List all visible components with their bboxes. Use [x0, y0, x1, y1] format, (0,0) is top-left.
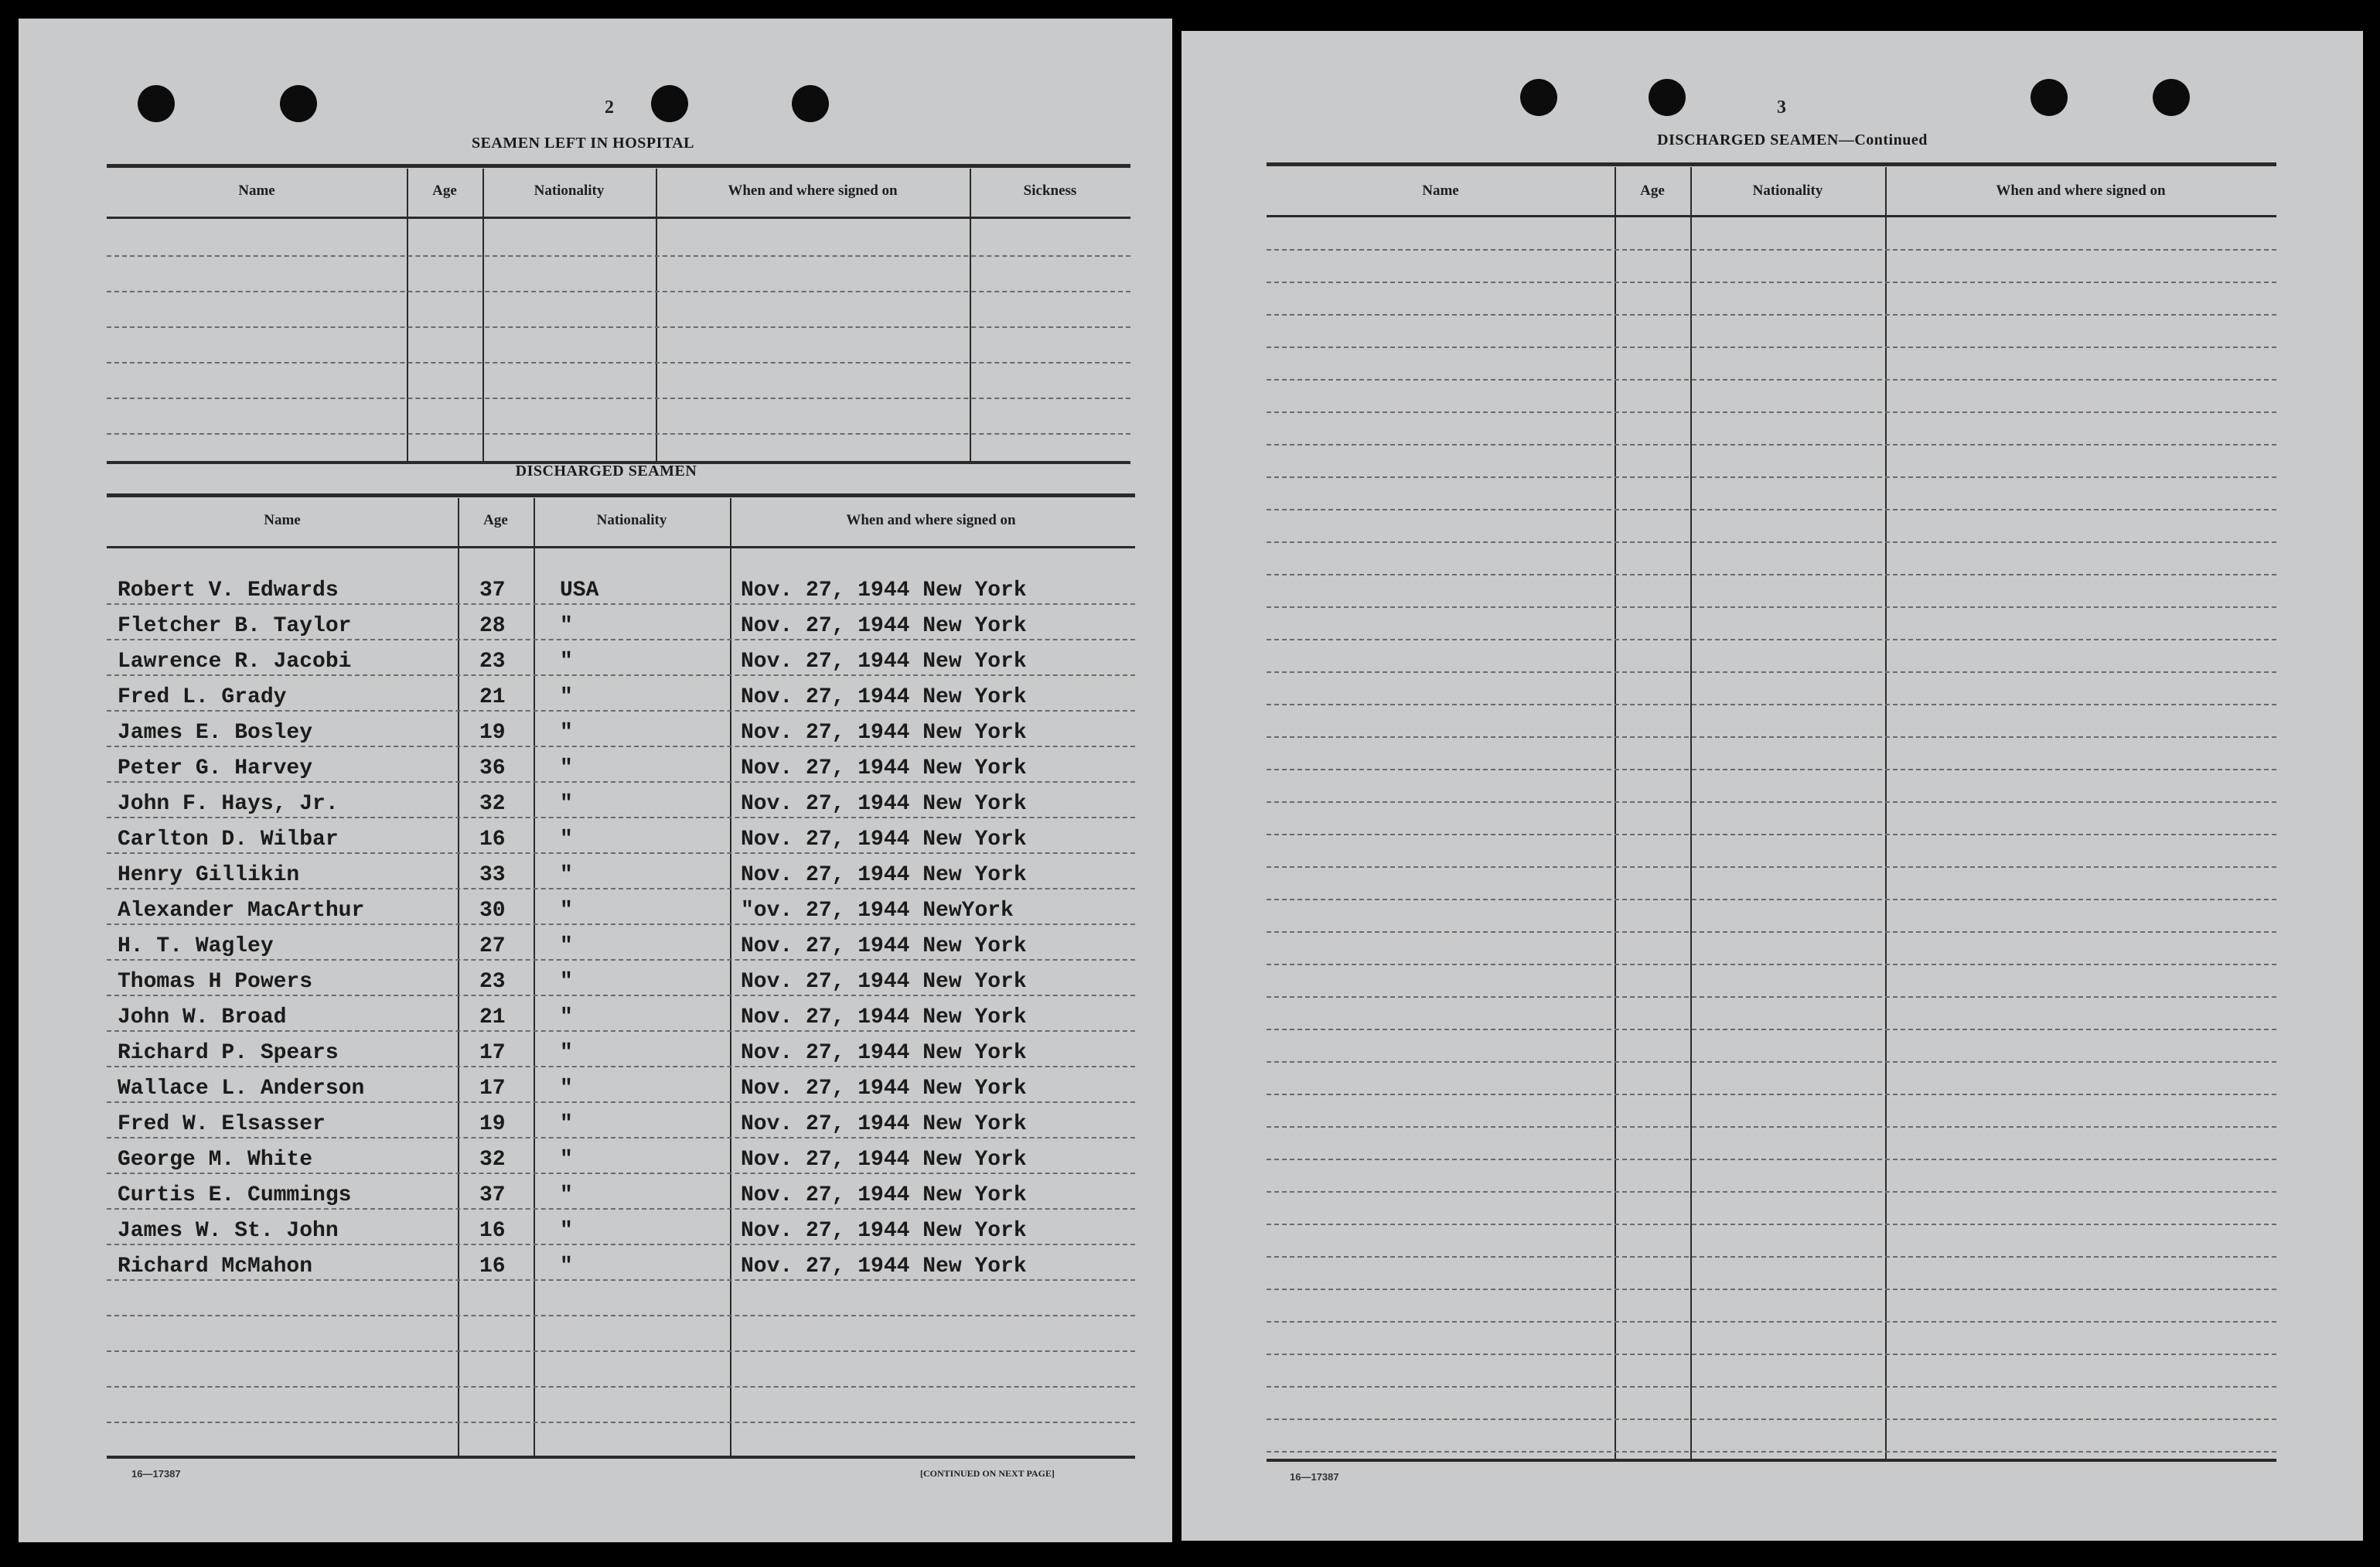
seaman-age: 37 — [479, 579, 506, 603]
seaman-name: John F. Hays, Jr. — [118, 792, 339, 816]
seaman-age: 23 — [479, 970, 506, 994]
column-header-nationality: Nationality — [534, 183, 605, 199]
seaman-nationality: " — [560, 685, 573, 709]
seaman-name: Lawrence R. Jacobi — [118, 650, 352, 674]
ruled-line — [1267, 314, 2276, 316]
ruled-line — [107, 746, 1135, 747]
seaman-nationality: " — [560, 1183, 573, 1207]
seaman-name: Fletcher B. Taylor — [118, 614, 352, 638]
seaman-signed-on: Nov. 27, 1944 New York — [741, 685, 1027, 709]
seaman-signed-on: "ov. 27, 1944 NewYork — [741, 899, 1014, 923]
column-header-signed-on: When and where signed on — [728, 183, 898, 199]
column-divider — [1885, 167, 1887, 1460]
ruled-line — [1267, 671, 2276, 673]
page-number: 2 — [605, 97, 614, 118]
column-header-age: Age — [1640, 183, 1665, 199]
header-rule — [107, 546, 1135, 548]
seaman-age: 27 — [479, 934, 506, 958]
seaman-signed-on: Nov. 27, 1944 New York — [741, 970, 1027, 994]
seaman-name: Richard P. Spears — [118, 1041, 339, 1065]
continued-note: [CONTINUED ON NEXT PAGE] — [920, 1468, 1055, 1479]
seaman-signed-on: Nov. 27, 1944 New York — [741, 934, 1027, 958]
header-rule — [1267, 215, 2276, 217]
ruled-line — [107, 255, 1130, 257]
ruled-line — [107, 398, 1130, 399]
column-divider — [482, 169, 484, 461]
ruled-line — [1267, 1094, 2276, 1095]
ruled-line — [107, 1173, 1135, 1174]
ruled-line — [1267, 1191, 2276, 1193]
seaman-name: Robert V. Edwards — [118, 579, 339, 603]
seaman-nationality: " — [560, 1148, 573, 1172]
ruled-line — [107, 433, 1130, 435]
seaman-nationality: " — [560, 828, 573, 852]
seaman-age: 28 — [479, 614, 506, 638]
ruled-line — [1267, 606, 2276, 608]
seaman-signed-on: Nov. 27, 1944 New York — [741, 1219, 1027, 1243]
ruled-line — [1267, 834, 2276, 835]
ruled-line — [1267, 1418, 2276, 1420]
punch-hole — [2153, 79, 2190, 116]
ruled-line — [107, 1350, 1135, 1352]
punch-hole — [1649, 79, 1686, 116]
seaman-signed-on: Nov. 27, 1944 New York — [741, 1148, 1027, 1172]
seaman-age: 37 — [479, 1183, 506, 1207]
seaman-age: 21 — [479, 685, 506, 709]
seaman-signed-on: Nov. 27, 1944 New York — [741, 1112, 1027, 1136]
ruled-line — [107, 1279, 1135, 1281]
punch-hole — [1520, 79, 1557, 116]
seaman-name: James W. St. John — [118, 1219, 339, 1243]
form-number: 16—17387 — [1290, 1471, 1339, 1483]
ruled-line — [1267, 1061, 2276, 1063]
ruled-line — [1267, 769, 2276, 770]
column-divider — [656, 169, 657, 461]
ruled-line — [1267, 476, 2276, 478]
right-page — [1181, 31, 2363, 1541]
ruled-line — [1267, 1224, 2276, 1225]
seaman-age: 30 — [479, 899, 506, 923]
column-header-signed-on: When and where signed on — [1996, 183, 2166, 199]
punch-hole — [2031, 79, 2068, 116]
ruled-line — [1267, 996, 2276, 998]
punch-hole — [792, 85, 829, 122]
ruled-line — [107, 362, 1130, 364]
seaman-signed-on: Nov. 27, 1944 New York — [741, 1041, 1027, 1065]
seaman-name: Alexander MacArthur — [118, 899, 365, 923]
ruled-line — [1267, 1289, 2276, 1290]
column-divider — [1690, 167, 1692, 1460]
discharged-continued-title — [1591, 131, 1993, 149]
ruled-line — [107, 710, 1135, 712]
seaman-nationality: " — [560, 970, 573, 994]
column-header-name: Name — [238, 183, 275, 199]
ruled-line — [1267, 509, 2276, 510]
ruled-line — [1267, 1159, 2276, 1160]
seaman-signed-on: Nov. 27, 1944 New York — [741, 792, 1027, 816]
column-header-name: Name — [1422, 183, 1459, 199]
seaman-age: 17 — [479, 1077, 506, 1101]
ruled-line — [107, 639, 1135, 640]
seaman-nationality: " — [560, 1041, 573, 1065]
ruled-line — [1267, 574, 2276, 575]
column-divider — [407, 169, 408, 461]
column-header-sickness: Sickness — [1023, 183, 1077, 199]
column-divider — [458, 498, 459, 1457]
seaman-nationality: " — [560, 1112, 573, 1136]
seaman-age: 21 — [479, 1005, 506, 1029]
table-bottom-rule — [107, 1456, 1135, 1459]
ruled-line — [1267, 704, 2276, 705]
seaman-nationality: " — [560, 792, 573, 816]
table-bottom-rule — [1267, 1459, 2276, 1462]
ruled-line — [107, 1422, 1135, 1423]
seaman-signed-on: Nov. 27, 1944 New York — [741, 721, 1027, 745]
column-header-name: Name — [264, 512, 301, 528]
ruled-line — [1267, 899, 2276, 900]
ruled-line — [107, 291, 1130, 292]
seaman-age: 23 — [479, 650, 506, 674]
seaman-signed-on: Nov. 27, 1944 New York — [741, 1077, 1027, 1101]
ruled-line — [107, 1101, 1135, 1103]
seaman-age: 19 — [479, 1112, 506, 1136]
ruled-line — [107, 1208, 1135, 1210]
seaman-name: Fred W. Elsasser — [118, 1112, 326, 1136]
ruled-line — [107, 674, 1135, 676]
seaman-name: H. T. Wagley — [118, 934, 274, 958]
seaman-nationality: " — [560, 756, 573, 780]
ruled-line — [107, 1066, 1135, 1067]
ruled-line — [1267, 931, 2276, 933]
seaman-nationality: " — [560, 1219, 573, 1243]
column-divider — [730, 498, 731, 1457]
seaman-nationality: " — [560, 721, 573, 745]
column-header-signed-on: When and where signed on — [846, 512, 1016, 528]
seaman-nationality: " — [560, 650, 573, 674]
seaman-name: George M. White — [118, 1148, 313, 1172]
ruled-line — [107, 1315, 1135, 1316]
ruled-line — [1267, 379, 2276, 381]
punch-hole — [651, 85, 688, 122]
column-header-age: Age — [432, 183, 457, 199]
ruled-line — [1267, 964, 2276, 965]
ruled-line — [107, 817, 1135, 818]
ruled-line — [1267, 541, 2276, 543]
left-page — [19, 19, 1172, 1542]
title-main: DISCHARGED SEAMEN — [1657, 131, 1839, 149]
ruled-line — [1267, 1386, 2276, 1388]
column-header-age: Age — [483, 512, 508, 528]
seaman-name: Richard McMahon — [118, 1255, 313, 1279]
seaman-nationality: " — [560, 863, 573, 887]
ruled-line — [1267, 866, 2276, 868]
ruled-line — [1267, 249, 2276, 251]
form-number: 16—17387 — [131, 1468, 181, 1480]
ruled-line — [107, 781, 1135, 783]
ruled-line — [1267, 736, 2276, 738]
ruled-line — [1267, 1321, 2276, 1323]
ruled-line — [1267, 347, 2276, 348]
seaman-age: 16 — [479, 828, 506, 852]
ruled-line — [107, 1030, 1135, 1032]
ruled-line — [107, 995, 1135, 996]
seaman-name: James E. Bosley — [118, 721, 313, 745]
seaman-age: 33 — [479, 863, 506, 887]
seaman-age: 17 — [479, 1041, 506, 1065]
seaman-age: 32 — [479, 1148, 506, 1172]
ruled-line — [1267, 282, 2276, 283]
column-header-nationality: Nationality — [596, 512, 667, 528]
punch-hole — [280, 85, 317, 122]
ruled-line — [1267, 1354, 2276, 1355]
seaman-name: Fred L. Grady — [118, 685, 287, 709]
column-header-nationality: Nationality — [1752, 183, 1823, 199]
seaman-signed-on: Nov. 27, 1944 New York — [741, 828, 1027, 852]
seaman-age: 19 — [479, 721, 506, 745]
seaman-signed-on: Nov. 27, 1944 New York — [741, 756, 1027, 780]
ruled-line — [107, 852, 1135, 854]
ruled-line — [107, 959, 1135, 961]
seaman-age: 16 — [479, 1219, 506, 1243]
punch-hole — [138, 85, 175, 122]
column-divider — [1615, 167, 1616, 1460]
seaman-nationality: " — [560, 899, 573, 923]
seaman-signed-on: Nov. 27, 1944 New York — [741, 863, 1027, 887]
discharged-section-title: DISCHARGED SEAMEN — [515, 463, 697, 480]
seaman-nationality: " — [560, 1255, 573, 1279]
ruled-line — [107, 1244, 1135, 1245]
ruled-line — [1267, 1256, 2276, 1258]
seaman-signed-on: Nov. 27, 1944 New York — [741, 1005, 1027, 1029]
table-top-rule — [107, 164, 1130, 168]
ruled-line — [1267, 1451, 2276, 1453]
column-divider — [534, 498, 535, 1457]
seaman-signed-on: Nov. 27, 1944 New York — [741, 1255, 1027, 1279]
title-suffix: —Continued — [1838, 131, 1928, 149]
seaman-signed-on: Nov. 27, 1944 New York — [741, 650, 1027, 674]
header-rule — [107, 217, 1130, 219]
seaman-nationality: " — [560, 1077, 573, 1101]
seaman-signed-on: Nov. 27, 1944 New York — [741, 614, 1027, 638]
seaman-nationality: USA — [560, 579, 599, 603]
seaman-age: 36 — [479, 756, 506, 780]
table-top-rule — [1267, 162, 2276, 166]
ruled-line — [107, 603, 1135, 605]
ruled-line — [107, 1386, 1135, 1388]
ruled-line — [1267, 1029, 2276, 1030]
seaman-name: Carlton D. Wilbar — [118, 828, 339, 852]
seaman-nationality: " — [560, 934, 573, 958]
table-top-rule — [107, 493, 1135, 497]
seaman-age: 16 — [479, 1255, 506, 1279]
ruled-line — [1267, 444, 2276, 446]
seaman-name: Curtis E. Cummings — [118, 1183, 352, 1207]
ruled-line — [1267, 639, 2276, 640]
ruled-line — [1267, 411, 2276, 413]
seaman-age: 32 — [479, 792, 506, 816]
ruled-line — [107, 888, 1135, 889]
seaman-name: Henry Gillikin — [118, 863, 300, 887]
column-divider — [970, 169, 971, 461]
ruled-line — [107, 923, 1135, 925]
ruled-line — [1267, 1126, 2276, 1128]
page-number: 3 — [1777, 97, 1786, 118]
seaman-signed-on: Nov. 27, 1944 New York — [741, 1183, 1027, 1207]
seaman-nationality: " — [560, 1005, 573, 1029]
ruled-line — [107, 326, 1130, 328]
seaman-name: Wallace L. Anderson — [118, 1077, 365, 1101]
ruled-line — [1267, 801, 2276, 803]
hospital-section-title: SEAMEN LEFT IN HOSPITAL — [471, 135, 695, 152]
seaman-name: Thomas H Powers — [118, 970, 313, 994]
seaman-signed-on: Nov. 27, 1944 New York — [741, 579, 1027, 603]
seaman-nationality: " — [560, 614, 573, 638]
seaman-name: Peter G. Harvey — [118, 756, 313, 780]
seaman-name: John W. Broad — [118, 1005, 287, 1029]
ruled-line — [107, 1137, 1135, 1139]
